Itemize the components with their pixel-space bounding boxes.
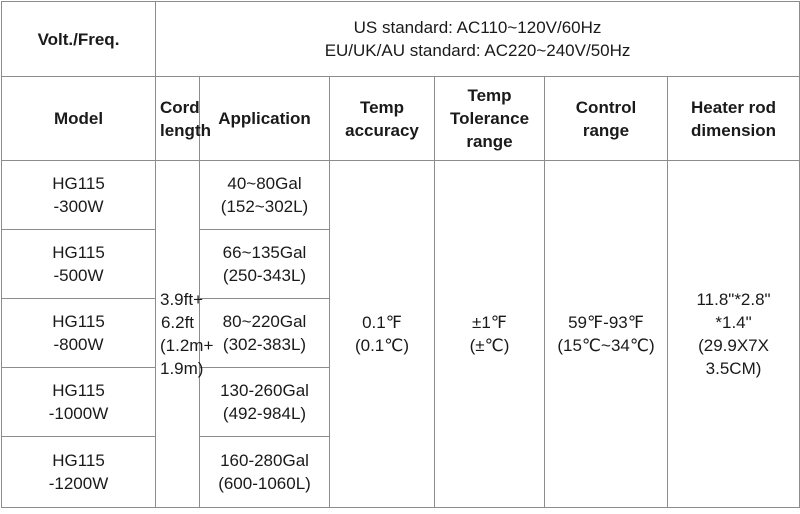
heater-dimension-cell: 11.8"*2.8" *1.4" (29.9X7X 3.5CM) (668, 161, 800, 508)
temp-tolerance-cell: ±1℉ (±℃) (435, 161, 545, 508)
voltage-us: US standard: AC110~120V/60Hz (353, 18, 602, 37)
temp-accuracy-cell: 0.1℉ (0.1℃) (330, 161, 435, 508)
model-cell: HG115 -1000W (2, 368, 156, 437)
voltage-row (2, 2, 800, 77)
model-cell: HG115 -300W (2, 161, 156, 230)
application-cell: 160-280Gal (600-1060L) (200, 437, 330, 508)
spec-table (1, 1, 800, 508)
application-cell: 66~135Gal (250-343L) (200, 230, 330, 299)
application-cell: 40~80Gal (152~302L) (200, 161, 330, 230)
model-cell: HG115 -800W (2, 299, 156, 368)
header-temp-tolerance: Temp Tolerance range (435, 77, 545, 161)
voltage-values (156, 2, 800, 77)
model-cell: HG115 -500W (2, 230, 156, 299)
cord-length-cell: 3.9ft+ 6.2ft (1.2m+ 1.9m) (156, 161, 200, 508)
header-cord-length: Cord length (156, 77, 200, 161)
header-model: Model (2, 77, 156, 161)
table-row (2, 161, 800, 230)
application-cell: 80~220Gal (302-383L) (200, 299, 330, 368)
model-cell: HG115 -1200W (2, 437, 156, 508)
header-application: Application (200, 77, 330, 161)
header-row (2, 77, 800, 161)
header-temp-accuracy: Temp accuracy (330, 77, 435, 161)
application-cell: 130-260Gal (492-984L) (200, 368, 330, 437)
voltage-eu: EU/UK/AU standard: AC220~240V/50Hz (324, 41, 631, 60)
control-range-cell: 59℉-93℉ (15℃~34℃) (545, 161, 668, 508)
header-control-range: Control range (545, 77, 668, 161)
voltage-label: Volt./Freq. (2, 2, 156, 77)
header-heater-dimension: Heater rod dimension (668, 77, 800, 161)
